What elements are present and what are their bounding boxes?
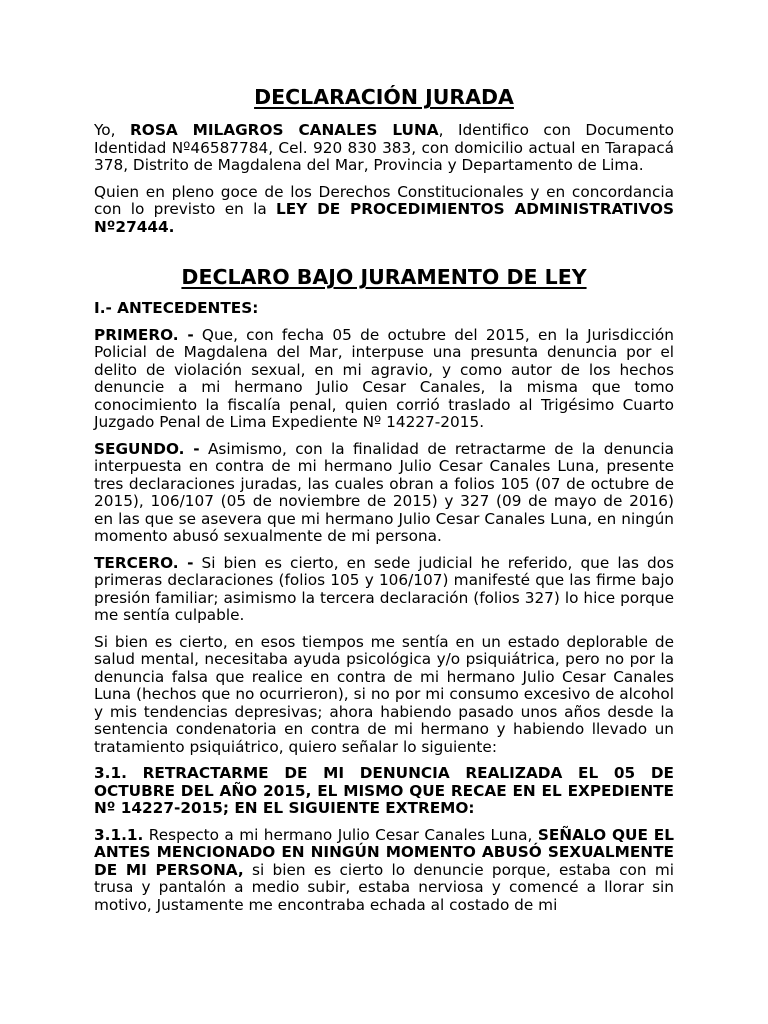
primero-label: PRIMERO. - bbox=[94, 325, 194, 344]
law-reference: LEY DE PROCEDIMIENTOS ADMINISTRATIVOS Nº27444. bbox=[94, 200, 674, 236]
declaration-subtitle: DECLARO BAJO JURAMENTO DE LEY bbox=[181, 265, 587, 289]
intro-prefix: Yo, bbox=[94, 121, 131, 139]
segundo-paragraph bbox=[94, 441, 674, 546]
tercero-paragraph bbox=[94, 555, 674, 625]
tercero-text: Si bien es cierto, en sede judicial he referido, que las dos primeras declaraciones (folios 105 y 106/107) manifesté que las firme bajo presión familiar; asimismo la tercera declaración (folios 327) lo hice porque me sentía culpable. bbox=[94, 553, 674, 624]
primero-paragraph bbox=[94, 327, 674, 432]
section-3-1-1-text1: Respecto a mi hermano Julio Cesar Canales Luna, bbox=[143, 825, 538, 844]
tercero-label: TERCERO. - bbox=[94, 553, 194, 572]
declarant-name: ROSA MILAGROS CANALES LUNA bbox=[130, 121, 439, 139]
intro-rest: , Identifico con Documento Identidad Nº46587784, Cel. 920 830 383, con domicilio actual en Tarapacá 378, Distrito de Magdalena del Mar, Provincia y Departamento de Lima. bbox=[94, 121, 674, 174]
antecedentes-heading: I.- ANTECEDENTES: bbox=[94, 299, 259, 317]
section-3-1-1-text2: si bien es cierto lo denuncie porque, estaba con mi trusa y pantalón a medio subir, estaba nerviosa y comencé a llorar sin motivo, Justamente me encontraba echada al costado de mi bbox=[94, 860, 674, 914]
quien-paragraph bbox=[94, 184, 674, 237]
section-3-1-heading: 3.1. RETRACTARME DE MI DENUNCIA REALIZADA EL 05 DE OCTUBRE DEL AÑO 2015, EL MISMO QUE RECAE EN EL EXPEDIENTE Nº 14227-2015; EN EL SIGUIENTE EXTREMO: bbox=[94, 764, 674, 817]
quien-text: Quien en pleno goce de los Derechos Constitucionales y en concordancia con lo previsto en la bbox=[94, 182, 674, 218]
segundo-text: Asimismo, con la finalidad de retractarme de la denuncia interpuesta en contra de mi hermano Julio Cesar Canales Luna, presente tres declaraciones juradas, las cuales obran a folios 105 (07 de octubre de 2015), 106/107 (05 de noviembre de 2015) y 327 (09 de mayo de 2016) en las que se asevera que mi hermano Julio Cesar Canales Luna, en ningún momento abusó sexualmente de mi persona. bbox=[94, 439, 674, 545]
section-3-1-1-paragraph bbox=[94, 827, 674, 915]
intro-paragraph bbox=[94, 122, 674, 175]
section-3-1-1-bold: SEÑALO QUE EL ANTES MENCIONADO EN NINGÚN MOMENTO ABUSÓ SEXUALMENTE DE MI PERSONA, bbox=[94, 825, 674, 879]
section-3-1-1-label: 3.1.1. bbox=[94, 825, 144, 844]
document-title: DECLARACIÓN JURADA bbox=[254, 85, 514, 109]
sibien-paragraph: Si bien es cierto, en esos tiempos me sentía en un estado deplorable de salud mental, necesitaba ayuda psicológica y/o psiquiátrica, pero no por la denuncia falsa que realice en contra de mi hermano Julio Cesar Canales Luna (hechos que no ocurrieron), si no por mi consumo excesivo de alcohol y mis tendencias depresivas; ahora habiendo pasado unos años desde la sentencia condenatoria en contra de mi hermano y habiendo llevado un tratamiento psiquiátrico, quiero señalar lo siguiente: bbox=[94, 632, 674, 756]
primero-text: Que, con fecha 05 de octubre del 2015, en la Jurisdicción Policial de Magdalena del Mar, interpuse una presunta denuncia por el delito de violación sexual, en mi agravio, y como autor de los hechos denuncie a mi hermano Julio Cesar Canales, la misma que tomo conocimiento la fiscalía penal, quien corrió traslado al Trigésimo Cuarto Juzgado Penal de Lima Expediente Nº 14227-2015. bbox=[94, 325, 674, 431]
segundo-label: SEGUNDO. - bbox=[94, 439, 200, 458]
